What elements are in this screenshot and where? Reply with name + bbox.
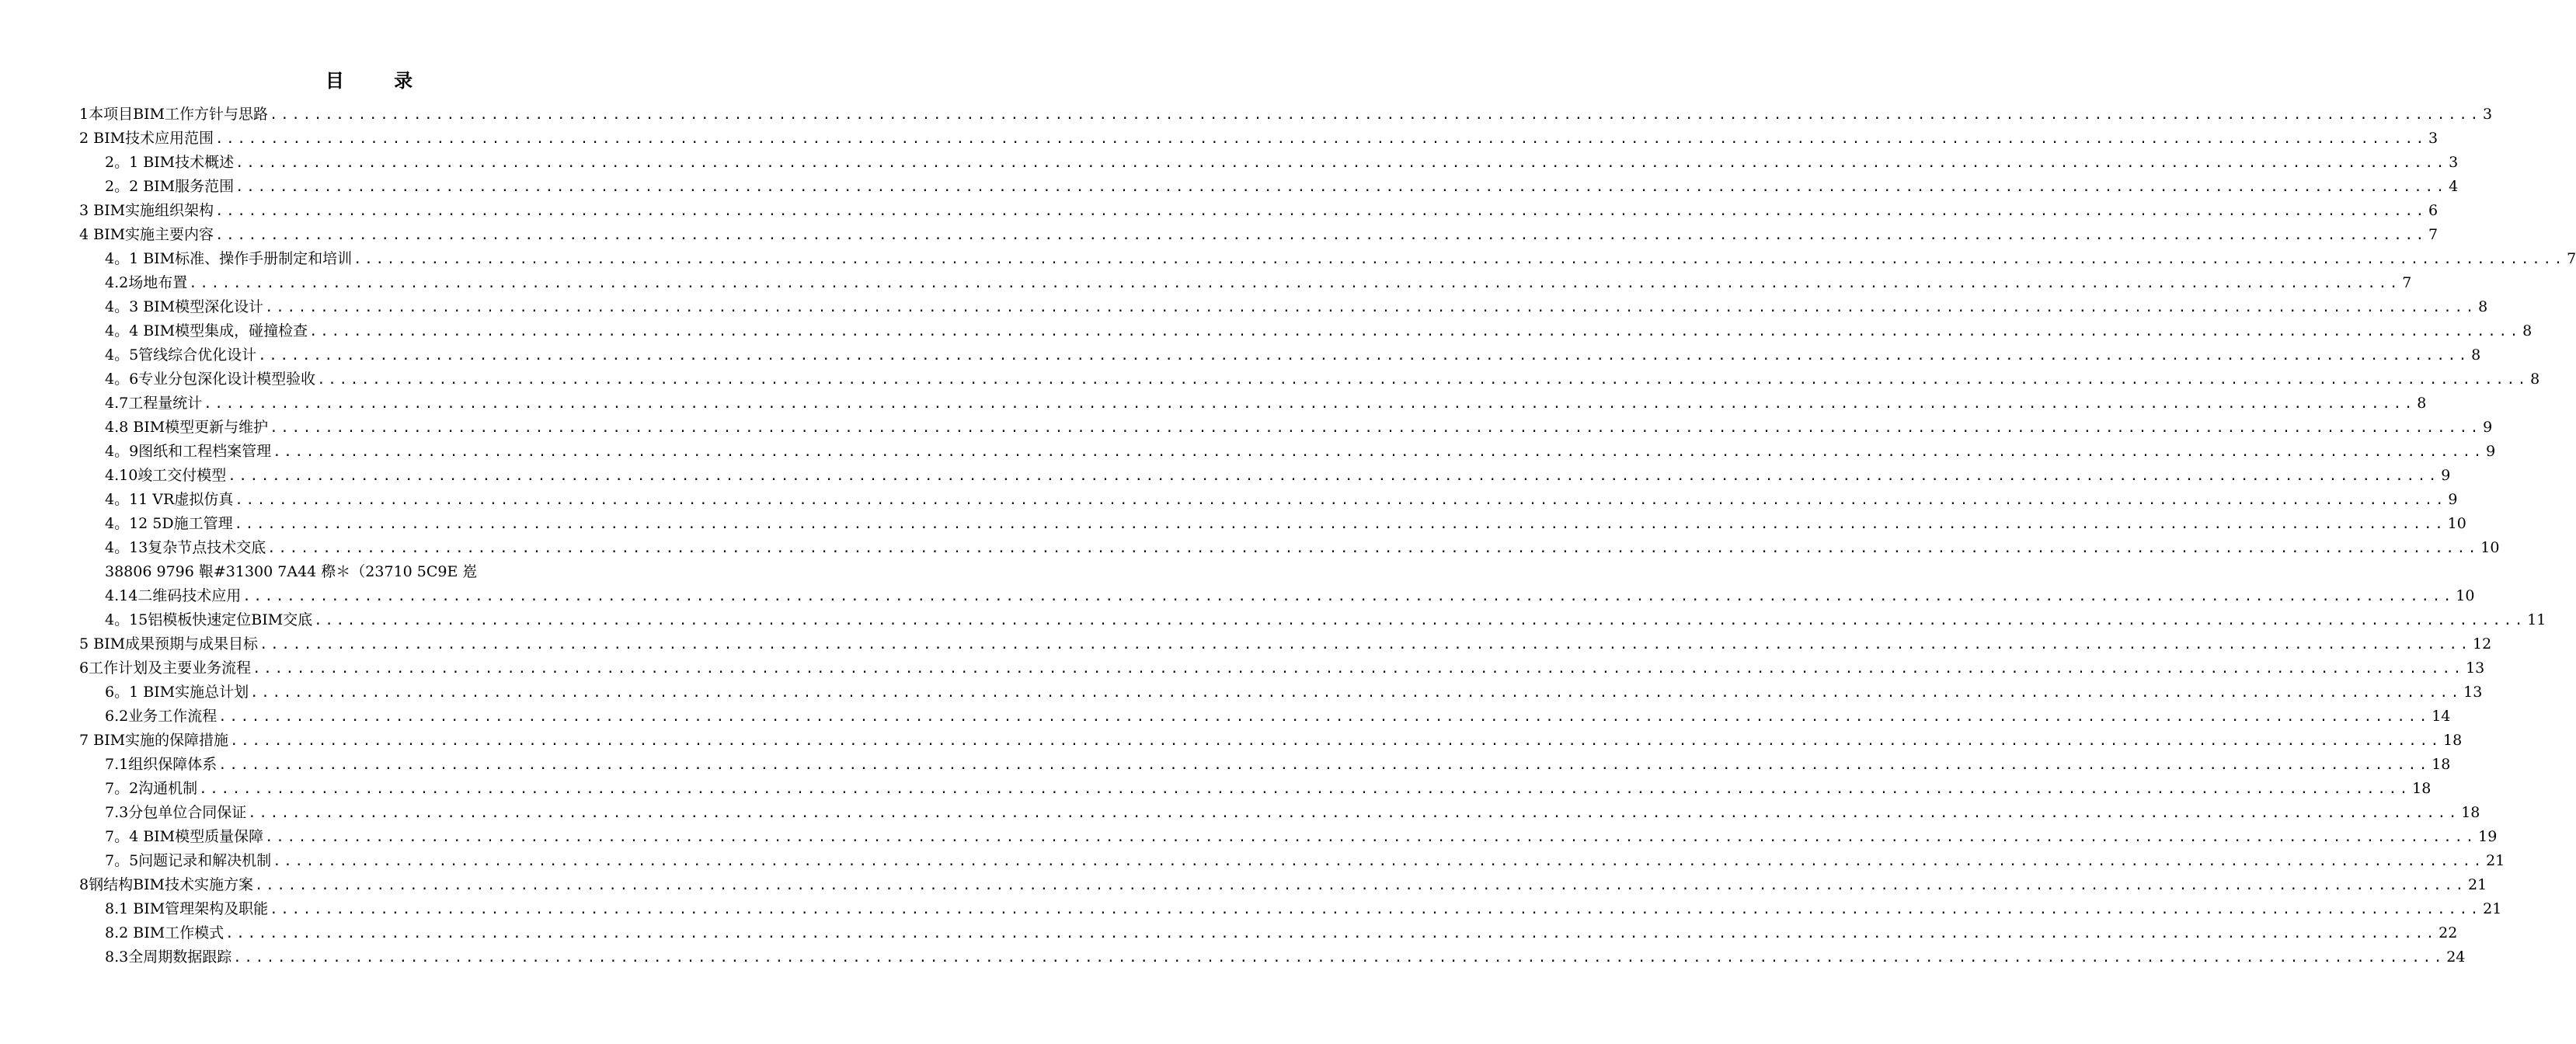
toc-leader-dots: ........................................................................................................................................................................................................	[215, 204, 2428, 219]
toc-leader-dots: ........................................................................................................................................................................................................	[270, 420, 2482, 436]
toc-leader-dots: ........................................................................................................................................................................................................	[233, 950, 2445, 966]
table-of-contents	[79, 103, 2576, 969]
toc-page-number: 7	[2428, 226, 2438, 243]
toc-page-number: 18	[2443, 732, 2463, 749]
toc-entry-title: 7。5问题记录和解决机制	[105, 852, 272, 869]
toc-entry-title: 8.3全周期数据跟踪	[105, 948, 232, 966]
toc-page-number: 8	[2522, 322, 2532, 339]
toc-entry-title: 4。9图纸和工程档案管理	[105, 443, 272, 460]
toc-page-number: 19	[2478, 828, 2498, 845]
toc-entry[interactable]	[79, 464, 2451, 488]
toc-leader-dots: ........................................................................................................................................................................................................	[189, 276, 2401, 291]
toc-page-number: 8	[2530, 371, 2540, 388]
toc-page-number: 18	[2432, 756, 2451, 773]
toc-leader-dots: ........................................................................................................................................................................................................	[309, 324, 2522, 339]
toc-entry-title: 7.1组织保障体系	[105, 756, 218, 773]
toc-page-number: 9	[2486, 443, 2496, 460]
toc-entry-title: 4。13复杂节点技术交底	[105, 539, 266, 556]
toc-leader-dots: ........................................................................................................................................................................................................	[250, 685, 2463, 701]
toc-entry-title: 4.7工程量统计	[105, 395, 203, 412]
toc-entry-title: 4.10竣工交付模型	[105, 467, 227, 484]
toc-entry-title: 38806 9796 鞎#31300 7A44 穄＊（23710 5C9E 峞	[105, 563, 478, 580]
toc-leader-dots: ........................................................................................................................................................................................................	[270, 107, 2481, 123]
toc-leader-dots: ........................................................................................................................................................................................................	[353, 252, 2566, 267]
toc-entry[interactable]	[79, 151, 2459, 175]
toc-page-number: 4	[2449, 178, 2459, 195]
toc-entry[interactable]	[79, 103, 2493, 127]
toc-leader-dots: ........................................................................................................................................................................................................	[267, 541, 2480, 556]
toc-leader-dots: ........................................................................................................................................................................................................	[235, 179, 2448, 195]
toc-leader-dots: ........................................................................................................................................................................................................	[314, 613, 2526, 628]
toc-page-number: 11	[2527, 611, 2546, 628]
toc-entry[interactable]	[79, 945, 2466, 969]
toc-entry-title: 4.14二维码技术应用	[105, 587, 242, 604]
toc-leader-dots: ........................................................................................................................................................................................................	[273, 854, 2485, 869]
toc-entry[interactable]	[79, 656, 2485, 680]
toc-leader-dots: ........................................................................................................................................................................................................	[273, 444, 2485, 460]
toc-page-number: 7	[2402, 274, 2412, 291]
toc-page-number: 22	[2438, 924, 2458, 941]
toc-entry-title: 4.2场地布置	[105, 274, 188, 291]
toc-leader-dots: ........................................................................................................................................................................................................	[235, 492, 2447, 508]
toc-entry-title: 7 BIM实施的保障措施	[79, 732, 229, 749]
toc-entry[interactable]	[79, 367, 2540, 392]
toc-entry-title: 2。2 BIM服务范围	[105, 178, 235, 195]
toc-entry[interactable]	[79, 921, 2458, 945]
toc-page-number: 3	[2428, 130, 2438, 147]
toc-entry[interactable]	[79, 560, 615, 584]
toc-leader-dots: ........................................................................................................................................................................................................	[252, 661, 2465, 677]
toc-entry[interactable]	[79, 440, 2496, 464]
toc-entry-title: 6.2业务工作流程	[105, 708, 218, 725]
toc-page-number: 10	[2480, 539, 2500, 556]
toc-leader-dots: ........................................................................................................................................................................................................	[218, 757, 2431, 773]
toc-entry-title: 8.1 BIM管理架构及职能	[105, 900, 269, 917]
toc-entry[interactable]	[79, 897, 2502, 921]
toc-entry[interactable]	[79, 584, 2475, 608]
toc-entry-title: 7.3分包单位合同保证	[105, 804, 247, 821]
toc-page-number: 10	[2456, 587, 2475, 604]
toc-page-number: 13	[2466, 659, 2485, 677]
toc-entry[interactable]	[79, 199, 2438, 223]
toc-page-number: 3	[2483, 106, 2493, 123]
toc-leader-dots: ........................................................................................................................................................................................................	[215, 228, 2428, 243]
toc-entry[interactable]	[79, 825, 2498, 849]
toc-leader-dots: ........................................................................................................................................................................................................	[234, 517, 2446, 532]
toc-page-number: 9	[2448, 491, 2458, 508]
toc-leader-dots: ........................................................................................................................................................................................................	[228, 468, 2440, 484]
toc-page-number: 21	[2468, 876, 2487, 893]
toc-entry[interactable]	[79, 295, 2488, 319]
toc-page-number: 6	[2428, 202, 2438, 219]
toc-leader-dots: ........................................................................................................................................................................................................	[242, 589, 2455, 604]
toc-entry[interactable]	[79, 753, 2451, 777]
toc-entry[interactable]	[79, 849, 2505, 873]
toc-entry[interactable]	[79, 319, 2532, 343]
toc-page-number: 3	[2449, 154, 2459, 171]
toc-leader-dots: ........................................................................................................................................................................................................	[265, 300, 2477, 315]
toc-entry[interactable]	[79, 392, 2427, 416]
toc-leader-dots: ........................................................................................................................................................................................................	[235, 155, 2448, 171]
toc-entry[interactable]	[79, 416, 2493, 440]
toc-entry-title: 4 BIM实施主要内容	[79, 226, 214, 243]
toc-entry-title: 4。1 BIM标准、操作手册制定和培训	[105, 250, 353, 267]
toc-page-number: 14	[2432, 708, 2451, 725]
toc-entry[interactable]	[79, 801, 2480, 825]
toc-leader-dots: ........................................................................................................................................................................................................	[258, 348, 2470, 364]
toc-entry[interactable]	[79, 536, 2500, 560]
toc-entry-title: 8.2 BIM工作模式	[105, 924, 225, 941]
toc-entry-title: 4。6专业分包深化设计模型验收	[105, 371, 316, 388]
toc-entry-title: 4。12 5D施工管理	[105, 515, 233, 532]
toc-entry[interactable]	[79, 705, 2451, 729]
toc-leader-dots: ........................................................................................................................................................................................................	[317, 372, 2529, 388]
toc-page-number: 24	[2446, 948, 2466, 966]
toc-leader-dots: ........................................................................................................................................................................................................	[259, 637, 2472, 652]
toc-leader-dots: ........................................................................................................................................................................................................	[270, 902, 2482, 917]
toc-entry[interactable]	[79, 873, 2487, 897]
toc-entry-title: 4。11 VR虚拟仿真	[105, 491, 234, 508]
toc-entry-title: 1本项目BIM工作方针与思路	[79, 106, 269, 123]
toc-entry-title: 7。2沟通机制	[105, 780, 198, 797]
toc-entry[interactable]	[79, 729, 2463, 753]
toc-entry-title: 5 BIM成果预期与成果目标	[79, 635, 259, 652]
toc-page-number: 8	[2471, 346, 2481, 364]
toc-entry[interactable]	[79, 247, 2576, 271]
toc-entry-title: 4.8 BIM模型更新与维护	[105, 419, 269, 436]
toc-leader-dots: ........................................................................................................................................................................................................	[248, 806, 2460, 821]
toc-entry-title: 8钢结构BIM技术实施方案	[79, 876, 254, 893]
toc-leader-dots: ........................................................................................................................................................................................................	[204, 396, 2416, 412]
toc-entry-title: 6工作计划及主要业务流程	[79, 659, 252, 677]
toc-entry-title: 6。1 BIM实施总计划	[105, 684, 249, 701]
toc-page-number: 10	[2447, 515, 2466, 532]
toc-leader-dots: ........................................................................................................................................................................................................	[230, 733, 2442, 749]
toc-entry[interactable]	[79, 777, 2432, 801]
toc-entry[interactable]	[79, 680, 2483, 705]
toc-page-number: 21	[2486, 852, 2505, 869]
toc-page-number: 13	[2463, 684, 2483, 701]
toc-page-number: 12	[2473, 635, 2492, 652]
toc-entry[interactable]	[79, 608, 2546, 632]
toc-entry-title: 4。3 BIM模型深化设计	[105, 298, 264, 315]
toc-leader-dots: ........................................................................................................................................................................................................	[215, 131, 2428, 147]
toc-entry[interactable]	[79, 223, 2438, 247]
toc-entry-title: 3 BIM实施组织架构	[79, 202, 214, 219]
toc-entry-title: 4。4 BIM模型集成，碰撞检查	[105, 322, 308, 339]
toc-page-number: 8	[2478, 298, 2488, 315]
toc-page-number: 18	[2412, 780, 2432, 797]
toc-leader-dots: ........................................................................................................................................................................................................	[199, 781, 2411, 797]
toc-entry[interactable]	[79, 632, 2492, 656]
toc-entry-title: 2。1 BIM技术概述	[105, 154, 235, 171]
toc-entry[interactable]	[79, 512, 2466, 536]
toc-leader-dots: ........................................................................................................................................................................................................	[225, 926, 2438, 941]
toc-leader-dots: ........................................................................................................................................................................................................	[265, 830, 2477, 845]
toc-page-number: 18	[2461, 804, 2480, 821]
toc-leader-dots: ........................................................................................................................................................................................................	[255, 878, 2466, 893]
toc-page-number: 8	[2417, 395, 2427, 412]
toc-page-number: 9	[2441, 467, 2451, 484]
toc-entry-title: 4。15铝模板快速定位BIM交底	[105, 611, 313, 628]
toc-page-number: 9	[2483, 419, 2493, 436]
toc-entry[interactable]	[79, 271, 2412, 295]
toc-entry[interactable]	[79, 343, 2481, 367]
toc-entry-title: 4。5管线综合优化设计	[105, 346, 257, 364]
toc-entry[interactable]	[79, 488, 2458, 512]
toc-entry-title: 2 BIM技术应用范围	[79, 130, 214, 147]
toc-entry[interactable]	[79, 127, 2438, 151]
toc-entry[interactable]	[79, 175, 2459, 199]
toc-page-number: 21	[2483, 900, 2502, 917]
toc-entry-title: 7。4 BIM模型质量保障	[105, 828, 264, 845]
page-title: 目 录	[325, 70, 435, 92]
toc-leader-dots: ........................................................................................................................................................................................................	[218, 709, 2431, 725]
toc-page-number: 7	[2567, 250, 2576, 267]
